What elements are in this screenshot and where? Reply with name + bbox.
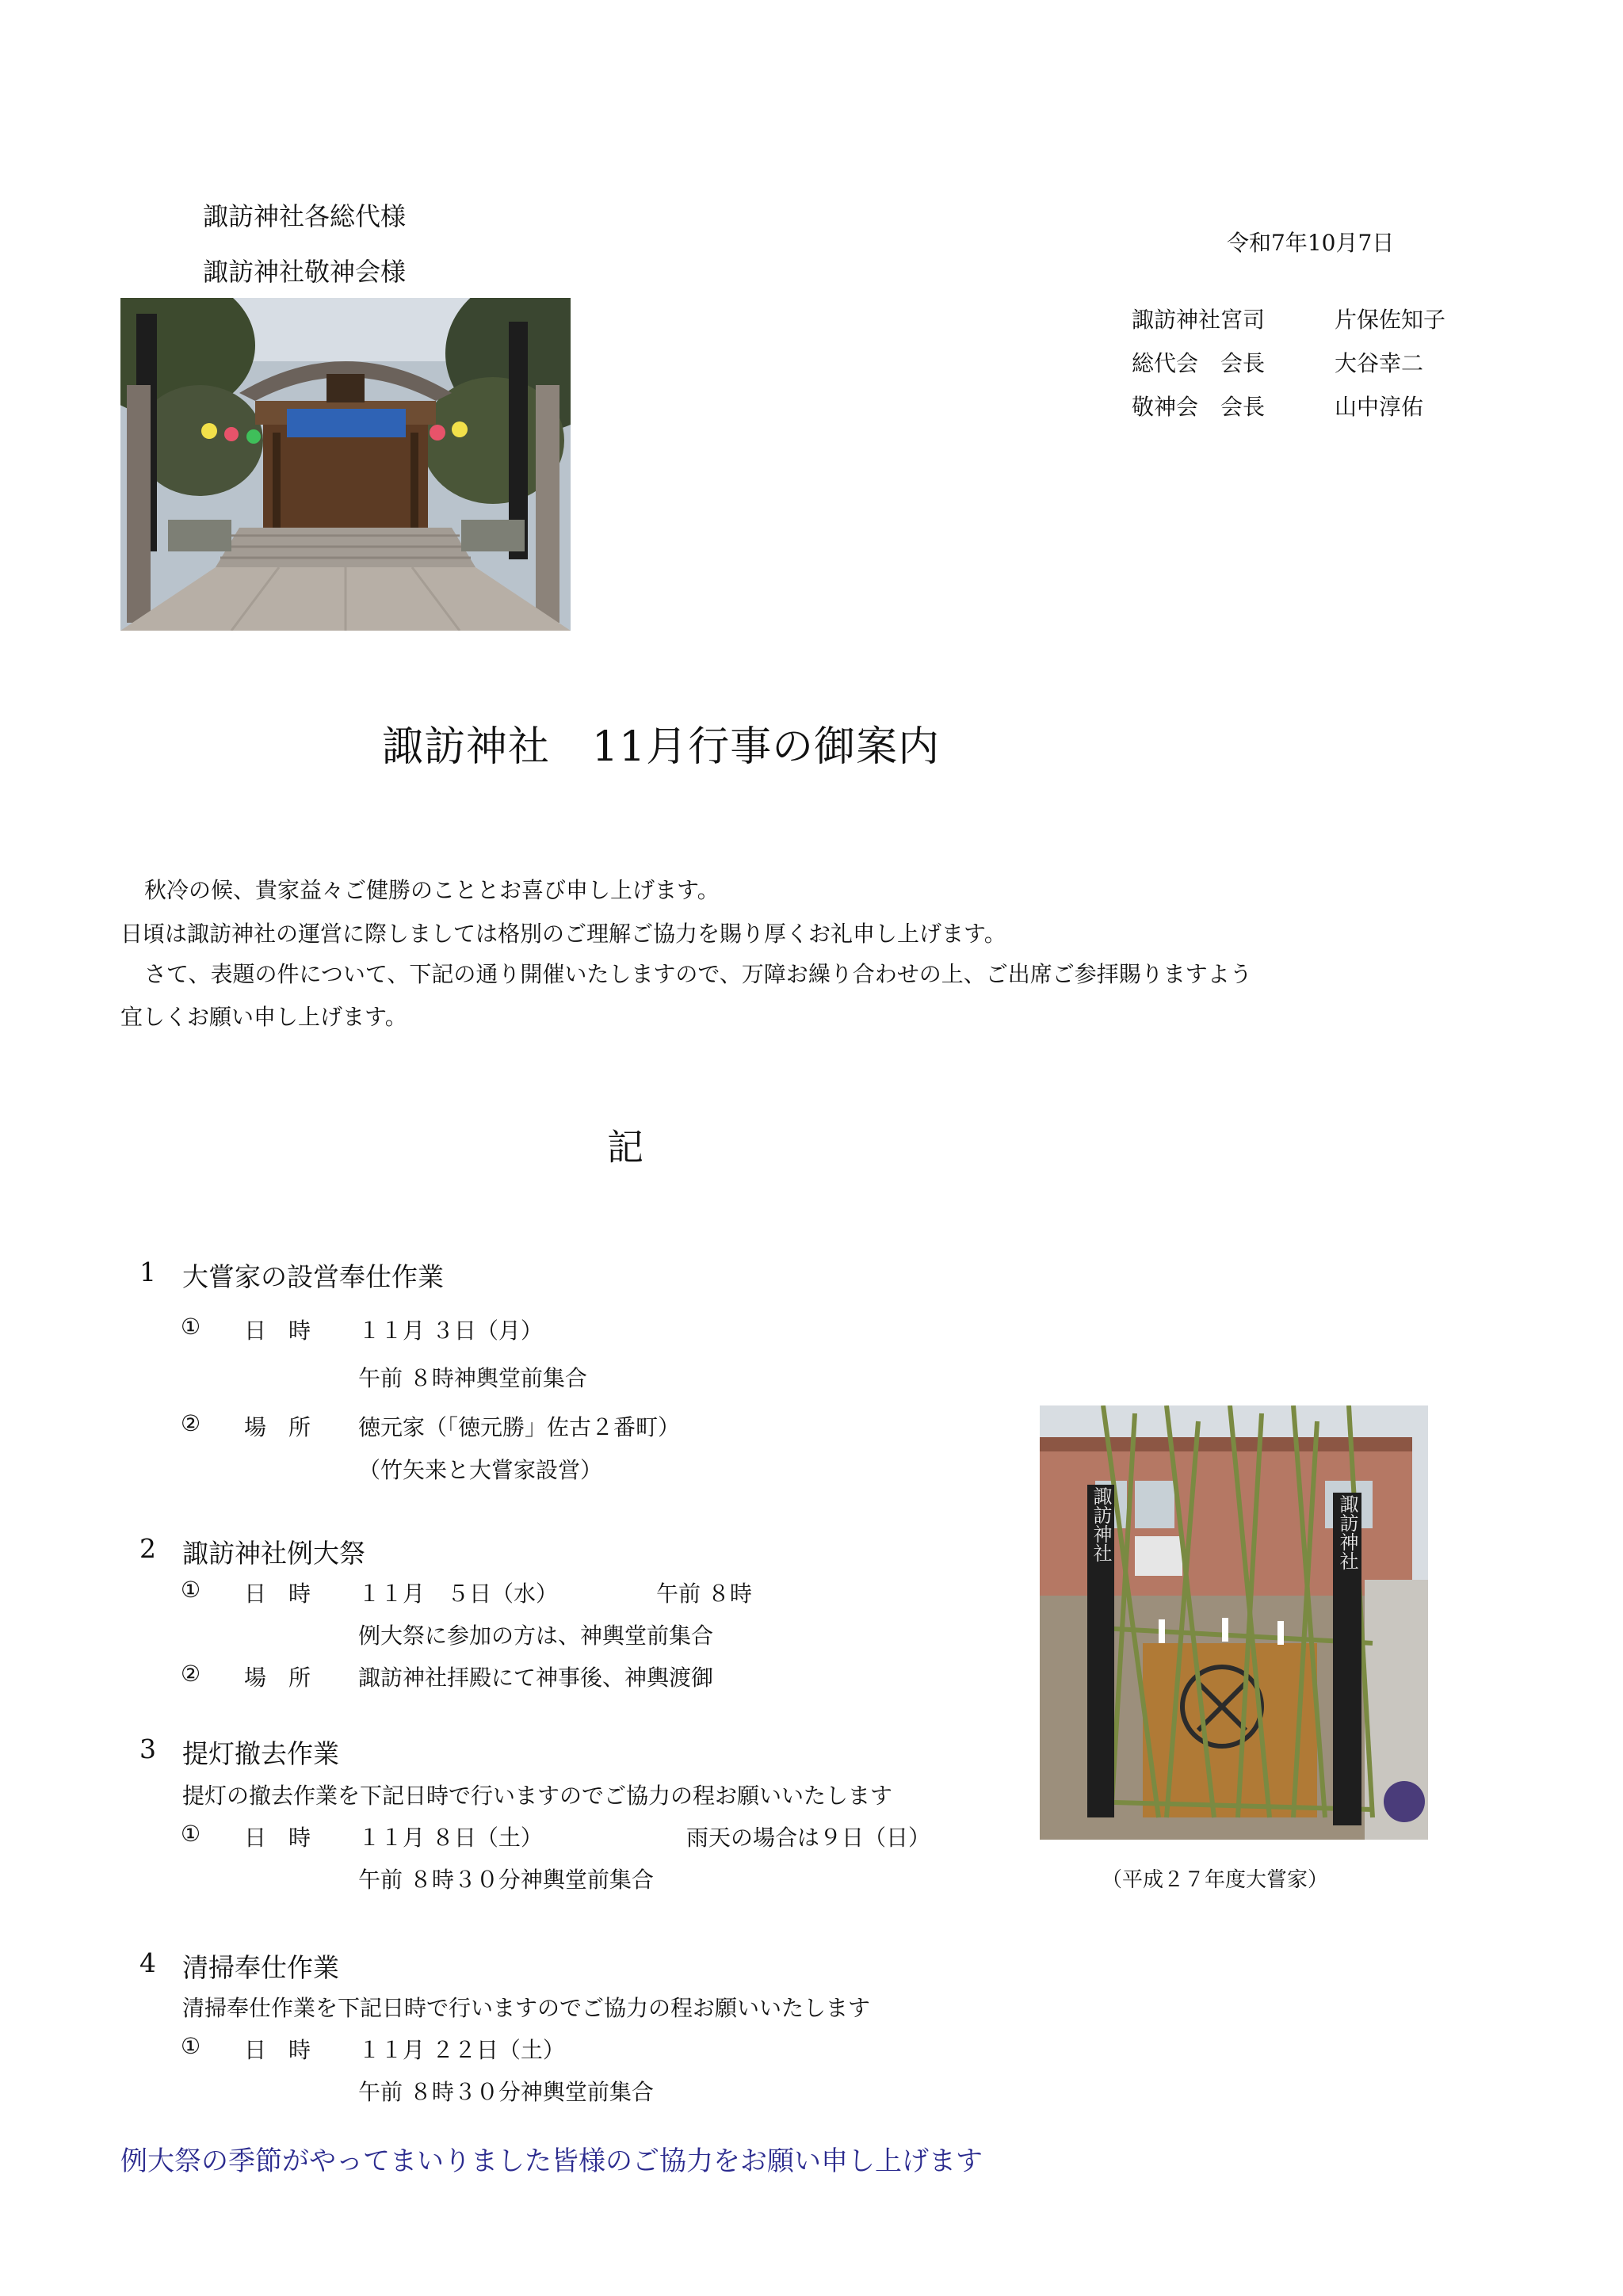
item-value: １１月 ８日（土） <box>358 1825 543 1851</box>
item-label: 日 時 <box>244 1581 311 1607</box>
section-4-number: 4 <box>139 1947 156 1978</box>
ki-heading: 記 <box>607 1126 643 1169</box>
item-sub: 午前 ８時３０分神輿堂前集合 <box>358 1867 654 1893</box>
item-marker: ① <box>181 1821 201 1847</box>
section-3-number: 3 <box>139 1733 156 1764</box>
item-label: 日 時 <box>244 2037 311 2063</box>
greeting-line-2: 日頃は諏訪神社の運営に際しましては格別のご理解ご協力を賜り厚くお礼申し上げます。 <box>120 921 1006 947</box>
signatory-role: 敬神会 会長 <box>1132 394 1266 420</box>
item-label: 場 所 <box>244 1414 311 1440</box>
item-sub: 午前 ８時３０分神輿堂前集合 <box>358 2079 654 2105</box>
section-2-title: 諏訪神社例大祭 <box>182 1538 365 1569</box>
signatory-role: 総代会 会長 <box>1132 350 1266 376</box>
daijoke-photo <box>1040 1405 1428 1840</box>
page-title: 諏訪神社 11月行事の御案内 <box>382 723 941 771</box>
greeting-line-4: 宜しくお願い申し上げます。 <box>120 1004 407 1030</box>
item-label: 場 所 <box>244 1665 311 1691</box>
signatory-name: 片保佐知子 <box>1335 307 1446 333</box>
section-4-description: 清掃奉仕作業を下記日時で行いますのでご協力の程お願いいたします <box>182 1995 871 2021</box>
signatory-1 <box>1132 303 1480 334</box>
banner-text: 諏訪神社 <box>1336 1494 1358 1570</box>
item-marker: ① <box>181 1577 201 1603</box>
item-time: 午前 ８時 <box>656 1581 752 1607</box>
document-date: 令和7年10月7日 <box>1227 230 1395 256</box>
item-marker: ② <box>181 1661 201 1687</box>
section-2-number: 2 <box>139 1533 156 1564</box>
photo-caption: （平成２７年度大嘗家） <box>1102 1868 1329 1892</box>
banner-text: 諏訪神社 <box>1090 1486 1112 1562</box>
item-value: １１月 ３日（月） <box>358 1318 543 1344</box>
signatory-name: 大谷幸二 <box>1335 350 1424 376</box>
signatory-2 <box>1132 346 1480 378</box>
addressee-2: 諏訪神社敬神会様 <box>203 257 407 287</box>
item-sub: 午前 ８時神輿堂前集合 <box>358 1365 587 1391</box>
closing-message: 例大祭の季節がやってまいりました皆様のご協力をお願い申し上げます <box>120 2145 983 2177</box>
item-marker: ② <box>181 1410 201 1436</box>
item-value: 諏訪神社拝殿にて神事後、神輿渡御 <box>358 1665 714 1691</box>
item-rain-note: 雨天の場合は９日（日） <box>686 1825 931 1851</box>
section-4-title: 清掃奉仕作業 <box>182 1952 339 1983</box>
signatory-name: 山中淳佑 <box>1335 394 1424 420</box>
item-sub: 例大祭に参加の方は、神輿堂前集合 <box>358 1623 714 1649</box>
shrine-photo <box>120 298 571 631</box>
section-1-number: 1 <box>139 1257 156 1287</box>
section-1-title: 大嘗家の設営奉仕作業 <box>182 1261 444 1292</box>
item-value: １１月 ５日（水） <box>358 1581 559 1607</box>
section-3-description: 提灯の撤去作業を下記日時で行いますのでご協力の程お願いいたします <box>182 1783 893 1809</box>
item-sub: （竹矢来と大嘗家設営） <box>358 1457 603 1483</box>
section-3-title: 提灯撤去作業 <box>182 1738 339 1769</box>
item-label: 日 時 <box>244 1318 311 1344</box>
item-label: 日 時 <box>244 1825 311 1851</box>
signatory-role: 諏訪神社宮司 <box>1132 307 1266 333</box>
greeting-line-1: 秋冷の候、貴家益々ご健勝のこととお喜び申し上げます。 <box>144 877 720 903</box>
addressee-1: 諏訪神社各総代様 <box>203 201 407 231</box>
greeting-line-3: さて、表題の件について、下記の通り開催いたしますので、万障お繰り合わせの上、ご出席ご参拝賜りますよう <box>144 961 1252 987</box>
item-value: １１月 ２２日（土） <box>358 2037 565 2063</box>
signatory-3 <box>1132 390 1480 421</box>
item-marker: ① <box>181 2033 201 2059</box>
item-marker: ① <box>181 1314 201 1340</box>
item-value: 徳元家（「徳元勝」佐古２番町） <box>358 1414 681 1440</box>
